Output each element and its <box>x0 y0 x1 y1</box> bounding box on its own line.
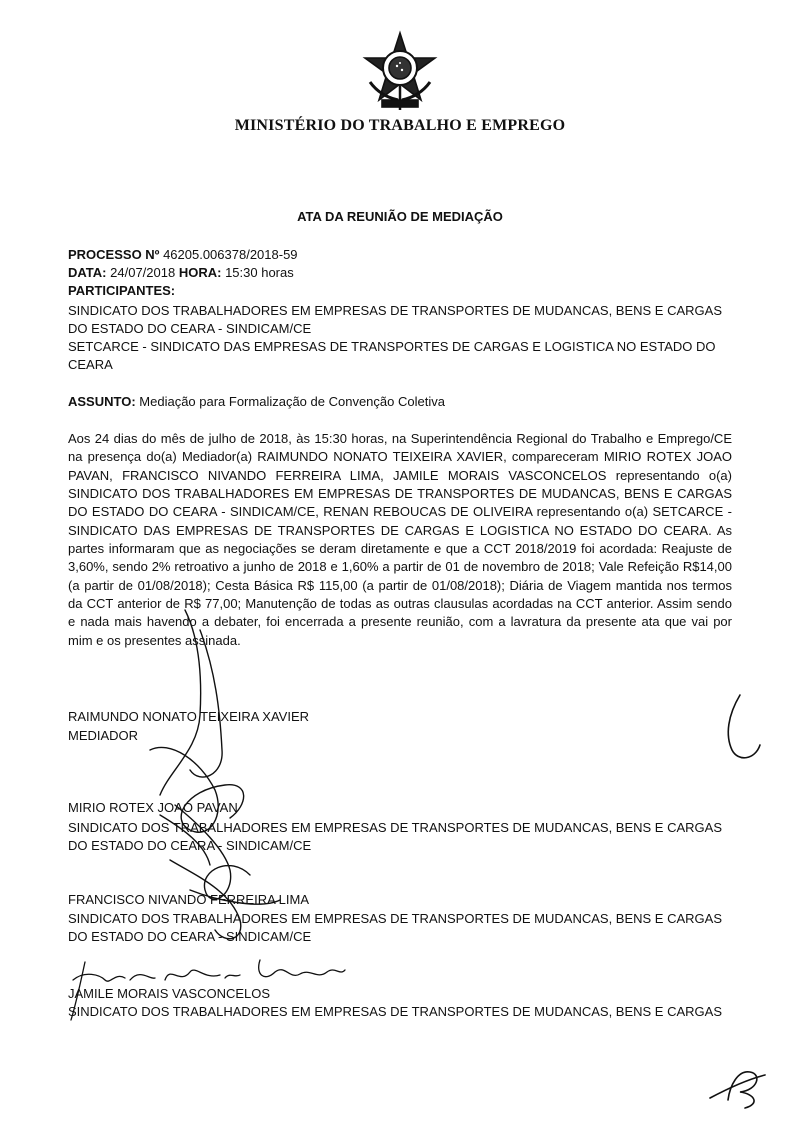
participant-line: CEARA <box>68 357 113 372</box>
signatory-role: DO ESTADO DO CEARA - SINDICAM/CE <box>68 929 312 944</box>
signatory-role: SINDICATO DOS TRABALHADORES EM EMPRESAS DE TRANSPORTES DE MUDANCAS, BENS E CARGAS <box>68 911 722 926</box>
processo-label: PROCESSO Nº <box>68 247 160 262</box>
assunto-value: Mediação para Formalização de Convenção Coletiva <box>139 394 445 409</box>
ministry-heading: MINISTÉRIO DO TRABALHO E EMPREGO <box>234 117 566 134</box>
data-label: DATA: <box>68 265 107 280</box>
signatory-name: JAMILE MORAIS VASCONCELOS <box>68 986 271 1001</box>
date-time-line <box>68 264 732 282</box>
signatory-role: SINDICATO DOS TRABALHADORES EM EMPRESAS DE TRANSPORTES DE MUDANCAS, BENS E CARGAS <box>68 820 722 835</box>
processo-value: 46205.006378/2018-59 <box>163 247 298 262</box>
participant-line: SINDICATO DOS TRABALHADORES EM EMPRESAS DE TRANSPORTES DE MUDANCAS, BENS E CARGAS <box>68 303 722 318</box>
signatory-name: FRANCISCO NIVANDO FERREIRA LIMA <box>68 892 310 907</box>
signatory-name: MIRIO ROTEX JOAO PAVAN <box>68 800 238 815</box>
signatory-role: SINDICATO DOS TRABALHADORES EM EMPRESAS DE TRANSPORTES DE MUDANCAS, BENS E CARGAS <box>68 1004 722 1019</box>
minutes-body-paragraph: Aos 24 dias do mês de julho de 2018, às 15:30 horas, na Superintendência Regional do Trabalho e Emprego/CE na presença do(a) Mediador(a) RAIMUNDO NONATO TEIXEIRA XAVIER, compareceram MIRIO ROTEX JOAO PAVAN, FRANCISCO NIVANDO FERREIRA LIMA, JAMILE MORAIS VASCONCELOS representando o(a) SINDICATO DOS TRABALHADORES EM EMPRESAS DE TRANSPORTES DE MUDANCAS, BENS E CARGAS DO ESTADO DO CEARA - SINDICAM/CE, RENAN REBOUCAS DE OLIVEIRA representando o(a) SETCARCE - SINDICATO DAS EMPRESAS DE TRANSPORTES DE CARGAS E LOGISTICA NO ESTADO DO CEARA. As partes informaram que as negociações se deram diretamente e que a CCT 2018/2019 foi acordada: Reajuste de 3,60%, sendo 2% retroativo a junho de 2018 e 1,60% a partir de 01 de novembro de 2018; Vale Refeição R$14,00 (a partir de 01/08/2018); Cesta Básica R$ 115,00 (a partir de 01/08/2018); Diária de Viagem mantida nos termos da CCT anterior de R$ 77,00; Manutenção de todas as outras clausulas acordadas na CCT anterior. Assim sendo e nada mais havendo a debater, foi encerrada a presente reunião, com a lavratura da presente ata que vai por mim e os presentes assinada. <box>68 431 732 648</box>
hora-label: HORA: <box>178 265 222 280</box>
signatory-role: MEDIADOR <box>68 728 139 743</box>
coat-of-arms-icon <box>358 30 442 112</box>
data-value: 24/07/2018 <box>110 265 176 280</box>
participant-line: SETCARCE - SINDICATO DAS EMPRESAS DE TRANSPORTES DE CARGAS E LOGISTICA NO ESTADO DO <box>68 339 716 354</box>
participantes-label: PARTICIPANTES: <box>68 283 176 298</box>
assunto-label: ASSUNTO: <box>68 394 136 409</box>
hora-value: 15:30 horas <box>225 265 294 280</box>
processo-line <box>68 246 732 264</box>
participant-line: DO ESTADO DO CEARA - SINDICAM/CE <box>68 321 312 336</box>
assunto-line <box>68 393 732 411</box>
signatory-name: RAIMUNDO NONATO TEIXEIRA XAVIER <box>68 709 310 724</box>
initials-mark-icon <box>700 1060 780 1115</box>
document-title: ATA DA REUNIÃO DE MEDIAÇÃO <box>297 209 503 224</box>
signatory-role: DO ESTADO DO CEARA - SINDICAM/CE <box>68 838 312 853</box>
